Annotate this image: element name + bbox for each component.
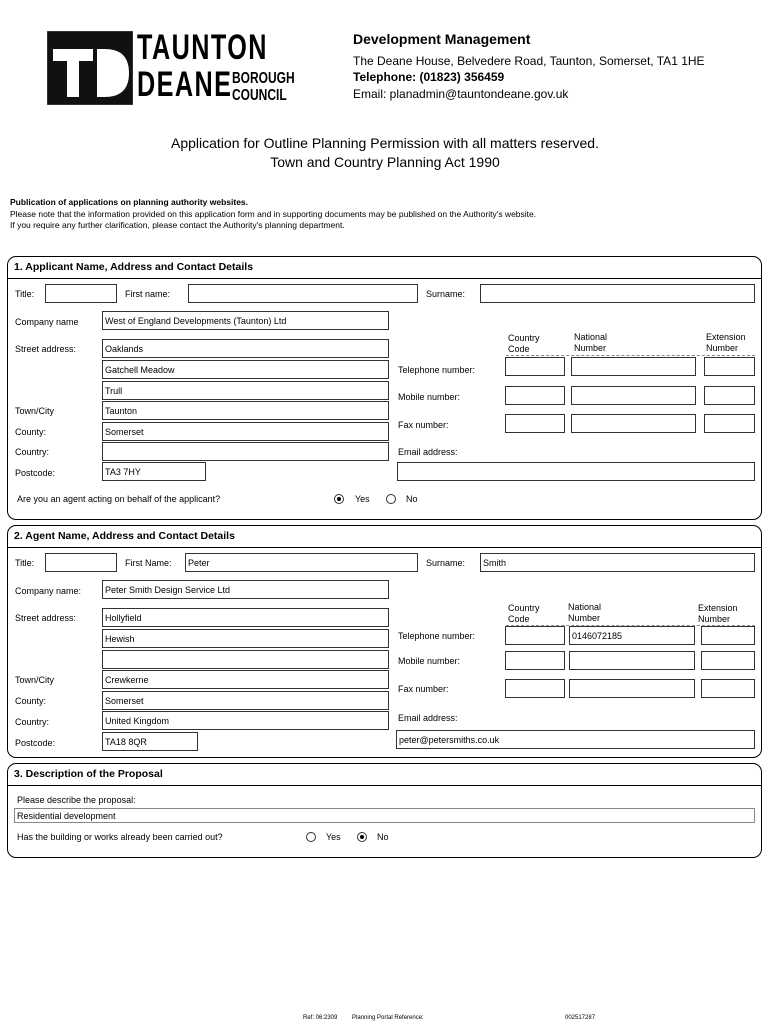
- applicant-national-number-heading: National Number: [574, 332, 608, 353]
- carried-out-yes-radio[interactable]: [306, 832, 316, 842]
- section-3-rule: [8, 785, 761, 786]
- td-logo-icon: [47, 31, 133, 105]
- agent-email-field[interactable]: peter@petersmiths.co.uk: [396, 730, 755, 749]
- agent-surname-field[interactable]: Smith: [480, 553, 755, 572]
- agent-first-name-label: First Name:: [125, 558, 172, 568]
- applicant-fax-national-field[interactable]: [571, 414, 696, 433]
- applicant-mobile-label: Mobile number:: [398, 392, 461, 402]
- agent-postcode-label: Postcode:: [15, 738, 56, 748]
- proposal-description-field[interactable]: Residential development: [14, 808, 755, 823]
- agent-country-code-heading: Country Code: [508, 603, 540, 624]
- agent-country-field[interactable]: United Kingdom: [102, 711, 389, 730]
- section-3-heading: 3. Description of the Proposal: [14, 768, 163, 780]
- applicant-title-label: Title:: [15, 289, 35, 299]
- applicant-country-code-heading: Country Code: [508, 333, 540, 354]
- notice-text-2: If you require any further clarification, please contact the Authority's planning department.: [10, 220, 345, 230]
- applicant-surname-field[interactable]: [480, 284, 755, 303]
- agent-national-number-heading: National Number: [568, 602, 602, 623]
- agent-fax-national-field[interactable]: [569, 679, 695, 698]
- org-title: Development Management: [353, 31, 531, 47]
- applicant-county-label: County:: [15, 427, 47, 437]
- applicant-email-field[interactable]: [397, 462, 755, 481]
- applicant-street-2-field[interactable]: Gatchell Meadow: [102, 360, 389, 379]
- applicant-company-label: Company name: [15, 317, 79, 327]
- footer-portal-ref: 002517287: [565, 1015, 596, 1021]
- agent-county-label: County:: [15, 696, 47, 706]
- section-2-rule: [8, 547, 761, 548]
- form-title: Application for Outline Planning Permission with all matters reserved.: [171, 135, 599, 151]
- applicant-telephone-label: Telephone number:: [398, 365, 476, 375]
- applicant-fax-code-field[interactable]: [505, 414, 565, 433]
- agent-tel-national-field[interactable]: 0146072185: [569, 626, 695, 645]
- agent-extension-heading: Extension Number: [698, 603, 738, 624]
- section-1-rule: [8, 278, 761, 279]
- proposal-prompt: Please describe the proposal:: [17, 795, 136, 805]
- applicant-tel-code-field[interactable]: [505, 357, 565, 376]
- agent-question: Are you an agent acting on behalf of the applicant?: [17, 494, 221, 504]
- agent-company-label: Company name:: [15, 586, 82, 596]
- agent-tel-extension-field[interactable]: [701, 626, 755, 645]
- applicant-mobile-code-field[interactable]: [505, 386, 565, 405]
- agent-town-label: Town/City: [15, 675, 55, 685]
- applicant-country-label: Country:: [15, 447, 50, 457]
- applicant-town-label: Town/City: [15, 406, 55, 416]
- agent-mobile-code-field[interactable]: [505, 651, 565, 670]
- logo-text-deane: DEANE: [137, 65, 233, 104]
- agent-mobile-national-field[interactable]: [569, 651, 695, 670]
- notice-heading: Publication of applications on planning authority websites.: [10, 197, 249, 207]
- agent-title-field[interactable]: [45, 553, 117, 572]
- notice-text-1: Please note that the information provided on this application form and in supporting documents may be published on the Authority's website.: [10, 209, 537, 219]
- agent-telephone-label: Telephone number:: [398, 631, 476, 641]
- section-2-heading: 2. Agent Name, Address and Contact Details: [14, 530, 235, 542]
- agent-tel-code-field[interactable]: [505, 626, 565, 645]
- agent-email-label: Email address:: [398, 713, 458, 723]
- agent-street-3-field[interactable]: [102, 650, 389, 669]
- applicant-phone-divider: [506, 355, 755, 356]
- agent-first-name-field[interactable]: Peter: [185, 553, 418, 572]
- council-logo: [47, 28, 295, 105]
- org-telephone: Telephone: (01823) 356459: [353, 70, 505, 84]
- applicant-email-label: Email address:: [398, 447, 458, 457]
- applicant-title-field[interactable]: [45, 284, 117, 303]
- section-1-heading: 1. Applicant Name, Address and Contact Details: [14, 261, 254, 273]
- applicant-fax-label: Fax number:: [398, 420, 449, 430]
- applicant-street-1-field[interactable]: Oaklands: [102, 339, 389, 358]
- agent-street-2-field[interactable]: Hewish: [102, 629, 389, 648]
- carried-out-no-radio[interactable]: [357, 832, 367, 842]
- logo-text-council: COUNCIL: [232, 87, 287, 104]
- applicant-surname-label: Surname:: [426, 289, 466, 299]
- applicant-first-name-field[interactable]: [188, 284, 418, 303]
- agent-street-label: Street address:: [15, 613, 77, 623]
- applicant-street-3-field[interactable]: Trull: [102, 381, 389, 400]
- applicant-mobile-extension-field[interactable]: [704, 386, 755, 405]
- footer-ref: Ref: 06:2309: [303, 1015, 338, 1021]
- applicant-postcode-field[interactable]: TA3 7HY: [102, 462, 206, 481]
- agent-mobile-extension-field[interactable]: [701, 651, 755, 670]
- agent-title-label: Title:: [15, 558, 35, 568]
- org-email: Email: planadmin@tauntondeane.gov.uk: [353, 87, 569, 101]
- applicant-postcode-label: Postcode:: [15, 468, 56, 478]
- agent-county-field[interactable]: Somerset: [102, 691, 389, 710]
- agent-no-radio[interactable]: [386, 494, 396, 504]
- applicant-county-field[interactable]: Somerset: [102, 422, 389, 441]
- agent-country-label: Country:: [15, 717, 50, 727]
- carried-out-question: Has the building or works already been carried out?: [17, 832, 223, 842]
- footer-portal-label: Planning Portal Reference:: [352, 1015, 424, 1021]
- applicant-tel-extension-field[interactable]: [704, 357, 755, 376]
- applicant-mobile-national-field[interactable]: [571, 386, 696, 405]
- agent-yes-label: Yes: [355, 494, 370, 504]
- applicant-country-field[interactable]: [102, 442, 389, 461]
- agent-fax-extension-field[interactable]: [701, 679, 755, 698]
- agent-town-field[interactable]: Crewkerne: [102, 670, 389, 689]
- applicant-extension-heading: Extension Number: [706, 332, 746, 353]
- carried-out-no-label: No: [377, 832, 389, 842]
- applicant-tel-national-field[interactable]: [571, 357, 696, 376]
- agent-mobile-label: Mobile number:: [398, 656, 461, 666]
- agent-fax-label: Fax number:: [398, 684, 449, 694]
- carried-out-yes-label: Yes: [326, 832, 341, 842]
- org-address: The Deane House, Belvedere Road, Taunton, Somerset, TA1 1HE: [353, 54, 705, 68]
- logo-text-taunton: TAUNTON: [137, 28, 268, 67]
- applicant-street-label: Street address:: [15, 344, 77, 354]
- applicant-first-name-label: First name:: [125, 289, 171, 299]
- agent-no-label: No: [406, 494, 418, 504]
- logo-text-borough: BOROUGH: [232, 70, 295, 87]
- agent-surname-label: Surname:: [426, 558, 466, 568]
- form-subtitle: Town and Country Planning Act 1990: [270, 154, 500, 170]
- agent-yes-radio[interactable]: [334, 494, 344, 504]
- agent-street-1-field[interactable]: Hollyfield: [102, 608, 389, 627]
- applicant-fax-extension-field[interactable]: [704, 414, 755, 433]
- agent-company-field[interactable]: Peter Smith Design Service Ltd: [102, 580, 389, 599]
- agent-fax-code-field[interactable]: [505, 679, 565, 698]
- agent-postcode-field[interactable]: TA18 8QR: [102, 732, 198, 751]
- applicant-company-field[interactable]: West of England Developments (Taunton) Ltd: [102, 311, 389, 330]
- applicant-town-field[interactable]: Taunton: [102, 401, 389, 420]
